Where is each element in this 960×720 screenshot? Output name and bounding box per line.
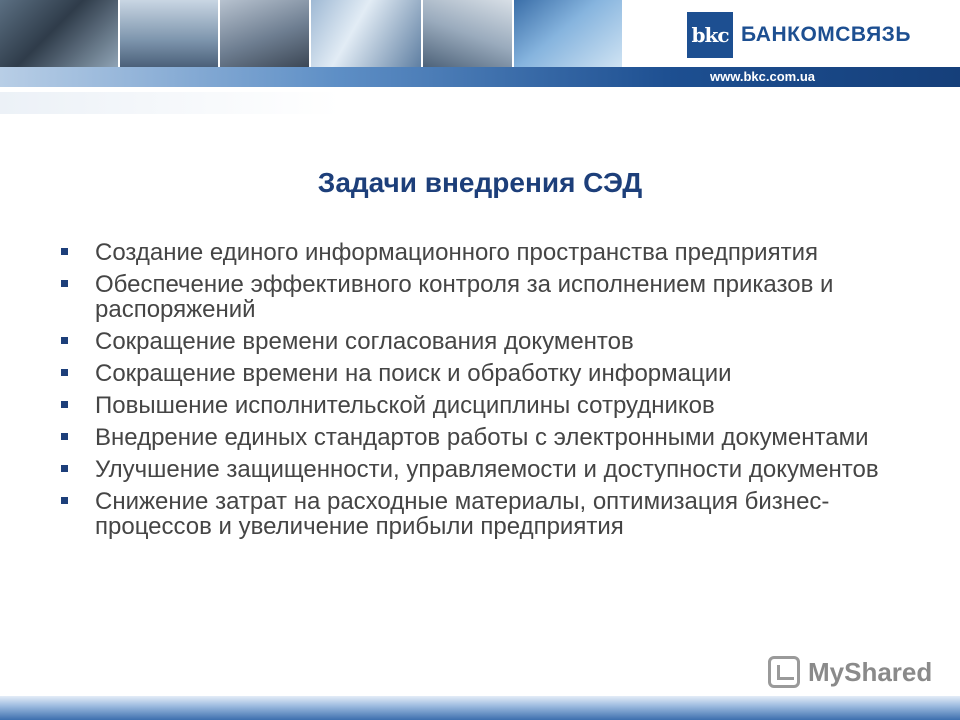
- bullet-item: [60, 457, 920, 482]
- bullet-item: [60, 489, 920, 539]
- square-bullet-icon: [61, 465, 68, 472]
- header-photo-woman: [220, 0, 309, 67]
- square-bullet-icon: [61, 497, 68, 504]
- bullet-text: Снижение затрат на расходные материалы, оптимизация бизнес-процессов и увеличение прибыли предприятия: [95, 488, 830, 540]
- website-url: www.bkc.com.ua: [710, 69, 815, 84]
- square-bullet-icon: [61, 280, 68, 287]
- watermark-text: MyShared: [808, 656, 933, 687]
- bullet-text: Внедрение единых стандартов работы с электронными документами: [95, 424, 869, 451]
- bullet-text: Создание единого информационного пространства предприятия: [95, 239, 818, 266]
- bullet-text: Сокращение времени на поиск и обработку информации: [95, 360, 732, 387]
- square-bullet-icon: [61, 369, 68, 376]
- logo-mark-icon: bkc: [687, 12, 733, 58]
- slide-title: Задачи внедрения СЭД: [317, 167, 643, 198]
- header-photo-strip: [0, 0, 622, 67]
- bullet-text: Улучшение защищенности, управляемости и доступности документов: [95, 456, 879, 483]
- bullet-item: [60, 425, 920, 450]
- header-blue-bar: [0, 67, 960, 87]
- square-bullet-icon: [61, 337, 68, 344]
- header-photo-business-people: [0, 0, 118, 67]
- bullet-item: [60, 393, 920, 418]
- footer-blue-bar: [0, 696, 960, 720]
- decorative-band: [0, 92, 340, 114]
- logo-text: БАНКОМСВЯЗЬ: [741, 23, 911, 46]
- bullet-item: [60, 329, 920, 354]
- header-photo-equipment: [423, 0, 512, 67]
- square-bullet-icon: [61, 433, 68, 440]
- bullet-item: [60, 361, 920, 386]
- header-photo-keyboard: [514, 0, 622, 67]
- company-logo: [687, 12, 911, 58]
- square-bullet-icon: [61, 248, 68, 255]
- square-bullet-icon: [61, 401, 68, 408]
- bullet-text: Сокращение времени согласования документов: [95, 328, 634, 355]
- bullet-text: Обеспечение эффективного контроля за исполнением приказов и распоряжений: [95, 271, 834, 323]
- bullet-item: [60, 272, 920, 322]
- bullet-text: Повышение исполнительской дисциплины сотрудников: [95, 392, 715, 419]
- myshared-watermark: [768, 656, 932, 688]
- header-photo-office-worker: [311, 0, 421, 67]
- header-photo-building: [120, 0, 218, 67]
- bullet-item: [60, 240, 920, 265]
- bullet-list: [60, 240, 920, 546]
- presentation-icon: [768, 656, 800, 688]
